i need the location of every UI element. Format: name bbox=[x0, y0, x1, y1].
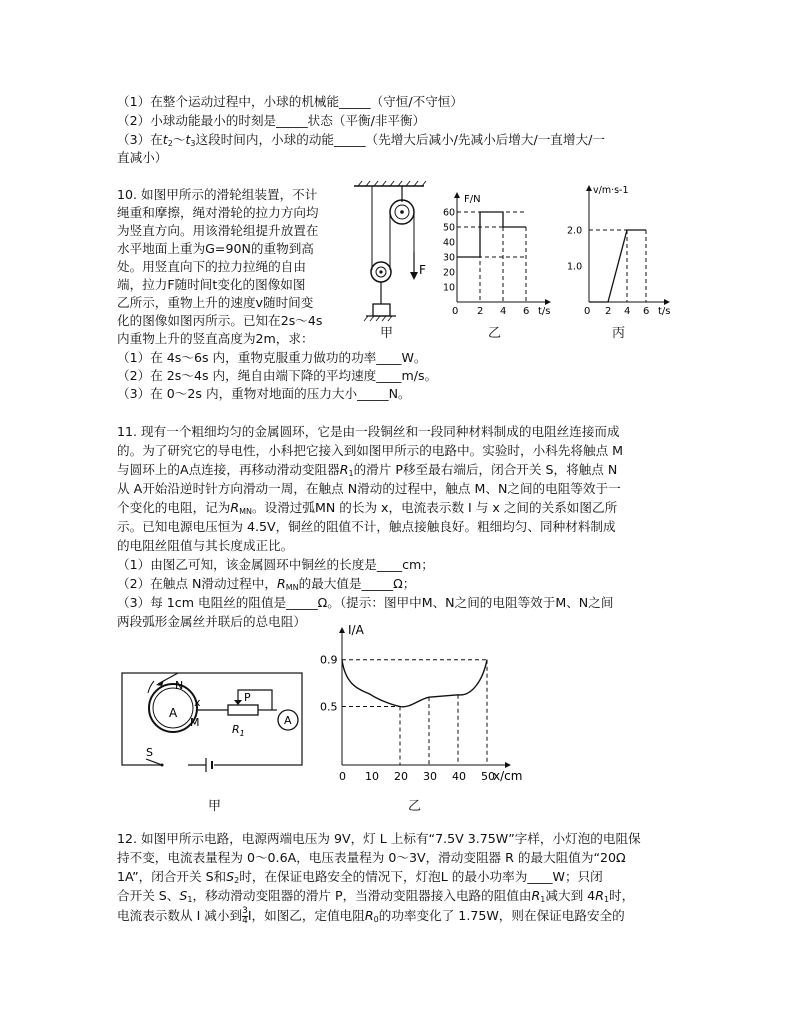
q9-sub3-line2: 直减小） bbox=[117, 150, 168, 165]
chart-i-xlabel: x/cm bbox=[493, 769, 523, 783]
q10-sub3: （3）在 0～2s 内，重物对地面的压力大小_____N。 bbox=[117, 386, 411, 401]
rheostat bbox=[228, 705, 258, 715]
fig-jia-label-q11: 甲 bbox=[208, 799, 222, 814]
v-ytick: 2.0 bbox=[567, 225, 583, 237]
q11-sub3-line2: 两段弧形金属丝并联后的总电阻） bbox=[117, 614, 306, 629]
q10-line: 10. 如图甲所示的滑轮组装置，不计 bbox=[117, 187, 318, 202]
q11-sub2: （2）在触点 N滑动过程中，$R_{MN}$的最大值是_____Ω； bbox=[117, 576, 416, 592]
current-length-chart bbox=[318, 620, 543, 785]
svg-text:A: A bbox=[169, 706, 178, 720]
q10-line: 绳重和摩擦，绳对滑轮的拉力方向均 bbox=[117, 205, 319, 220]
velocity-series-line bbox=[589, 230, 646, 302]
q12-line1: 12. 如图甲所示电路，电源两端电压为 9V，灯 L 上标有“7.5V 3.75W”字样，小灯泡的电阻保 bbox=[117, 831, 641, 846]
v-ytick: 1.0 bbox=[567, 261, 583, 273]
chart-v-xtick: 0 bbox=[584, 306, 591, 317]
fig-jia-label: 甲 bbox=[380, 326, 394, 341]
svg-text:R1: $R_1$ bbox=[232, 723, 245, 738]
svg-text:S: S bbox=[146, 746, 153, 759]
q10-line: 乙所示，重物上升的速度v随时间变 bbox=[117, 295, 314, 310]
q11-line4: 从 A开始沿逆时针方向滑动一周，在触点 N滑动的过程中，触点 M、N之间的电阻等效于一 bbox=[117, 481, 621, 496]
q12-line4: 合开关 S、$S_1$，移动滑动变阻器的滑片 P，当滑动变阻器接入电路的阻值由$R_1$减大到 $4R_1$时， bbox=[117, 888, 635, 904]
circuit-figure bbox=[118, 665, 318, 780]
chart-v-ylabel: v/m·s-1 bbox=[593, 185, 629, 196]
i-xtick: 10 bbox=[365, 770, 379, 783]
q10-sub1: （1）在 4s～6s 内，重物克服重力做功的功率____W。 bbox=[117, 350, 427, 365]
chart-f-xlabel: t/s bbox=[538, 306, 551, 317]
f-ytick: 50 bbox=[443, 222, 456, 234]
svg-text:M: M bbox=[190, 716, 200, 729]
q11-line2: 的。为了研究它的导电性，小科把它接入到如图甲所示的电路中。实验时，小科先将触点 M bbox=[117, 443, 624, 458]
v-xtick: 6 bbox=[643, 306, 650, 317]
f-xtick: 2 bbox=[477, 306, 484, 317]
f-ytick: 10 bbox=[443, 282, 456, 294]
q11-line7: 的电阻丝阻值与其长度成正比。 bbox=[117, 538, 294, 553]
velocity-time-chart bbox=[565, 180, 685, 325]
fig-yi-label: 乙 bbox=[488, 326, 502, 341]
q9-sub1: （1）在整个运动过程中，小球的机械能_____（守恒/不守恒） bbox=[117, 94, 463, 109]
q10-line: 处。用竖直向下的拉力拉绳的自由 bbox=[117, 259, 306, 274]
f-ytick: 40 bbox=[443, 237, 456, 249]
fig-yi-label-q11: 乙 bbox=[408, 799, 422, 814]
current-series-curve bbox=[342, 660, 487, 707]
q9-sub3-line1: （3）在$t_2\sim t_3$这段时间内，小球的动能_____（先增大后减小/先减小后增大/一直增大/一 bbox=[117, 132, 605, 148]
q10-line: 水平地面上重为G=90N的重物到高 bbox=[117, 241, 314, 256]
q11-line3: 与圆环上的A点连接，再移动滑动变阻器$R_1$的滑片 P移至最右端后，闭合开关 S，将触点 N bbox=[117, 462, 618, 478]
chart-v-xlabel: t/s bbox=[658, 306, 671, 317]
i-xtick: 0 bbox=[339, 770, 346, 783]
force-time-chart bbox=[440, 185, 560, 325]
v-xtick: 2 bbox=[605, 306, 612, 317]
svg-text:P: P bbox=[244, 691, 251, 704]
i-ytick: 0.9 bbox=[320, 653, 338, 667]
q10-line: 为竖直方向。用该滑轮组提升放置在 bbox=[117, 223, 319, 238]
q10-sub2: （2）在 2s～4s 内，绳自由端下降的平均速度____m/s。 bbox=[117, 368, 438, 383]
i-xtick: 50 bbox=[481, 770, 495, 783]
q12-line5: 电流表示数从 I 减小到 $\frac{3}{4}$ I，如图乙，定值电阻$R_0$的功率变化了 1.75W，则在保证电路安全的 bbox=[117, 906, 625, 926]
svg-text:A: A bbox=[284, 714, 292, 727]
f-ytick: 60 bbox=[443, 207, 456, 219]
i-ytick: 0.5 bbox=[320, 700, 338, 714]
q11-line1: 11. 现有一个粗细均匀的金属圆环，它是由一段铜丝和一段同种材料制成的电阻丝连接而成 bbox=[117, 424, 620, 439]
i-xtick: 30 bbox=[423, 770, 437, 783]
f-ytick: 30 bbox=[443, 252, 456, 264]
chart-i-ylabel: I/A bbox=[348, 623, 364, 637]
chart-f-ylabel: F/N bbox=[464, 194, 481, 205]
q10-line: 内重物上升的竖直高度为2m，求： bbox=[117, 331, 314, 346]
f-xtick: 4 bbox=[500, 306, 507, 317]
svg-text:N: N bbox=[175, 679, 184, 692]
q10-line: 端，拉力F随时间t变化的图像如图 bbox=[117, 277, 306, 292]
q9-sub2: （2）小球动能最小的时刻是_____状态（平衡/非平衡） bbox=[117, 113, 426, 128]
q12-line3: 1A”，闭合开关 S和$S_2$时，在保证电路安全的情况下，灯泡L 的最小功率为____W；只闭 bbox=[117, 869, 603, 885]
fig-bing-label: 丙 bbox=[612, 326, 626, 341]
i-xtick: 20 bbox=[394, 770, 408, 783]
svg-text:x: x bbox=[194, 696, 201, 709]
f-ytick: 20 bbox=[443, 267, 456, 279]
force-label: F bbox=[419, 263, 426, 277]
q11-sub3-line1: （3）每 1cm 电阻丝的阻值是_____Ω。（提示：图甲中M、N之间的电阻等效于M、N之间 bbox=[117, 595, 614, 610]
f-xtick: 6 bbox=[523, 306, 530, 317]
i-xtick: 40 bbox=[452, 770, 466, 783]
q11-line5: 个变化的电阻，记为$R_{MN}$。设滑过弧MN 的长为 x，电流表示数 I 与 x 之间的关系如图乙所 bbox=[117, 500, 618, 516]
q11-sub1: （1）由图乙可知，该金属圆环中铜丝的长度是____cm； bbox=[117, 557, 434, 572]
chart-f-xtick: 0 bbox=[452, 306, 459, 317]
force-series-line bbox=[457, 212, 526, 257]
q10-line: 化的图像如图丙所示。已知在2s～4s bbox=[117, 313, 323, 328]
pulley-figure bbox=[350, 180, 440, 345]
q12-line2: 持不变，电流表量程为 0～0.6A，电压表量程为 0～3V，滑动变阻器 R 的最大阻值为“20Ω bbox=[117, 850, 626, 865]
v-xtick: 4 bbox=[624, 306, 631, 317]
q11-line6: 示。已知电源电压恒为 4.5V，铜丝的阻值不计，触点接触良好。粗细均匀、同种材料制成 bbox=[117, 519, 616, 534]
weight-block bbox=[373, 304, 390, 316]
